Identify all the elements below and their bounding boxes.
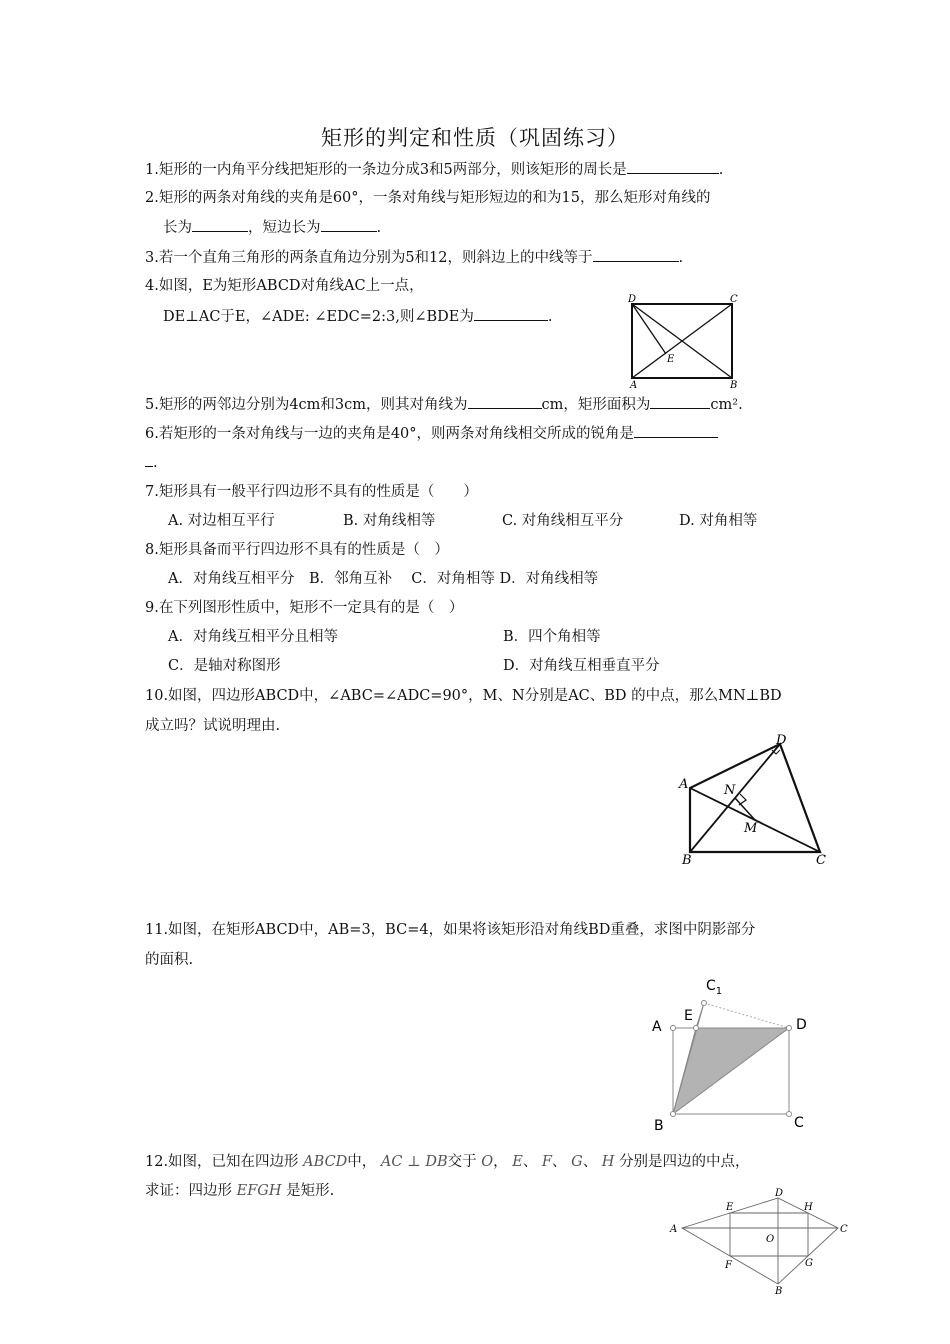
math-abcd: ABCD	[303, 1154, 348, 1170]
answer-blank	[192, 217, 248, 232]
separator: 、	[551, 1154, 567, 1170]
label-d: D	[775, 1188, 784, 1199]
question-9-option-c: C．是轴对称图形	[168, 658, 281, 674]
figure-rectangle-abcd	[626, 294, 746, 390]
label-b: B	[775, 1286, 783, 1297]
label-a: A	[652, 1019, 662, 1035]
math-ac-perp-db: AC ⊥ DB	[380, 1154, 448, 1170]
label-a: A	[670, 1224, 678, 1235]
label-d: D	[776, 733, 787, 748]
question-2-line2	[163, 217, 381, 238]
question-9	[145, 598, 463, 618]
label-e: E	[667, 354, 675, 365]
question-9-option-d: D．对角线互相垂直平分	[503, 658, 660, 674]
question-8-options: A．对角线互相平分 B．邻角互补 C．对角相等 D．对角线相等	[168, 571, 599, 587]
period: .	[678, 250, 684, 266]
question-12	[145, 1152, 750, 1172]
question-7-option-a: A. 对边相互平行	[168, 513, 275, 529]
question-4-text-b: DE⊥AC于E，∠ADE: ∠EDC=2:3,则∠BDE为	[163, 309, 474, 325]
period: .	[547, 309, 553, 325]
question-9-option-b: B．四个角相等	[503, 629, 601, 645]
question-5	[145, 394, 743, 415]
label-h: H	[804, 1202, 813, 1213]
question-11-line2	[145, 950, 193, 970]
label-f: F	[725, 1260, 732, 1271]
label-d: D	[628, 294, 637, 305]
question-5-text: 5.矩形的两邻边分别为4cm和3cm，则其对角线为	[145, 397, 468, 413]
label-n: N	[724, 783, 736, 798]
question-5-text-b: cm，矩形面积为	[541, 397, 651, 413]
label-c: C	[730, 294, 738, 305]
math-e: E	[512, 1154, 523, 1170]
question-3	[145, 247, 683, 268]
question-12-text-c: 交于	[447, 1154, 477, 1170]
question-12-text-line2b: 是矩形.	[286, 1183, 335, 1199]
question-8	[145, 540, 449, 560]
question-2	[145, 188, 710, 208]
answer-blank	[468, 394, 542, 409]
question-9-text: 9.在下列图形性质中，矩形不一定具有的是（ ）	[145, 600, 464, 616]
answer-blank	[145, 452, 153, 467]
figure-folded-rectangle	[650, 975, 820, 1135]
question-11-text-b: 的面积.	[145, 952, 194, 968]
question-12-line2	[145, 1181, 334, 1201]
question-4	[145, 276, 424, 296]
label-e: E	[726, 1202, 734, 1213]
label-c: C	[794, 1115, 804, 1131]
question-2-text-b: 长为	[163, 220, 192, 236]
question-7	[145, 482, 478, 502]
answer-blank	[474, 306, 548, 321]
label-b: B	[730, 380, 738, 391]
label-c: C	[816, 853, 826, 868]
label-d: D	[796, 1017, 807, 1033]
label-c1: $C_1$	[706, 978, 723, 997]
math-g: G	[571, 1154, 583, 1170]
question-4-text: 4.如图，E为矩形ABCD对角线AC上一点，	[145, 278, 424, 294]
question-7-text: 7.矩形具有一般平行四边形不具有的性质是（ ）	[145, 484, 478, 500]
math-h: H	[601, 1154, 615, 1170]
label-c: C	[840, 1224, 848, 1235]
question-7-option-d: D. 对角相等	[679, 513, 758, 529]
question-6-line2	[145, 452, 158, 473]
period: .	[153, 455, 158, 471]
answer-blank	[627, 159, 719, 174]
comma: ，	[493, 1154, 508, 1170]
question-4-line2	[163, 306, 553, 327]
question-10-line2	[145, 716, 280, 736]
question-10	[145, 686, 782, 706]
period: .	[376, 220, 382, 236]
label-b: B	[654, 1118, 664, 1134]
math-efgh: EFGH	[236, 1183, 282, 1199]
question-11	[145, 920, 755, 940]
period: .	[738, 397, 743, 413]
figure-quadrilateral-abcd	[676, 730, 836, 866]
question-12-text-tail: 分别是四边的中点，	[619, 1154, 750, 1170]
question-2-text: 2.矩形的两条对角线的夹角是60°，一条对角线与矩形短边的和为15，那么矩形对角线的	[145, 190, 711, 206]
period: .	[718, 162, 724, 178]
question-1	[145, 159, 723, 180]
answer-blank	[650, 394, 710, 409]
question-7-option-c: C. 对角线相互平分	[502, 513, 624, 529]
question-5-unit: cm²	[710, 397, 739, 413]
question-9-option-a: A．对角线互相平分且相等	[168, 629, 338, 645]
label-m: M	[744, 821, 758, 836]
question-12-text-b: 中，	[347, 1154, 377, 1170]
label-g: G	[805, 1258, 813, 1269]
math-o: O	[481, 1154, 494, 1170]
separator: 、	[522, 1154, 538, 1170]
page-title: 矩形的判定和性质（巩固练习）	[321, 126, 629, 150]
question-10-text-b: 成立吗？试说明理由.	[145, 718, 281, 734]
label-a: A	[630, 380, 638, 391]
label-b: B	[682, 853, 692, 868]
answer-blank	[593, 247, 679, 262]
question-1-text: 1.矩形的一内角平分线把矩形的一条边分成3和5两部分，则该矩形的周长是	[145, 162, 627, 178]
question-7-option-b: B. 对角线相等	[343, 513, 436, 529]
separator: 、	[582, 1154, 598, 1170]
question-12-text-line2a: 求证：四边形	[145, 1183, 232, 1199]
figure-quadrilateral-efgh	[670, 1186, 850, 1296]
question-12-text-a: 12.如图，已知在四边形	[145, 1154, 299, 1170]
question-6-text: 6.若矩形的一条对角线与一边的夹角是40°，则两条对角线相交所成的锐角是	[145, 426, 635, 442]
label-e: E	[684, 1008, 693, 1024]
question-11-text: 11.如图，在矩形ABCD中，AB=3，BC=4，如果将该矩形沿对角线BD重叠，求图中阴影部分	[145, 922, 756, 938]
label-o: O	[766, 1234, 775, 1245]
question-10-text: 10.如图，四边形ABCD中，∠ABC=∠ADC=90°，M、N分别是AC、BD 的中点，那么MN⊥BD	[145, 688, 782, 704]
label-a: A	[679, 777, 689, 792]
question-8-text: 8.矩形具备而平行四边形不具有的性质是（ ）	[145, 542, 449, 558]
answer-blank	[321, 217, 377, 232]
math-f: F	[541, 1154, 552, 1170]
question-3-text: 3.若一个直角三角形的两条直角边分别为5和12，则斜边上的中线等于	[145, 250, 593, 266]
question-2-text-c: ，短边长为	[248, 220, 321, 236]
question-6	[145, 423, 718, 444]
answer-blank	[634, 423, 718, 438]
